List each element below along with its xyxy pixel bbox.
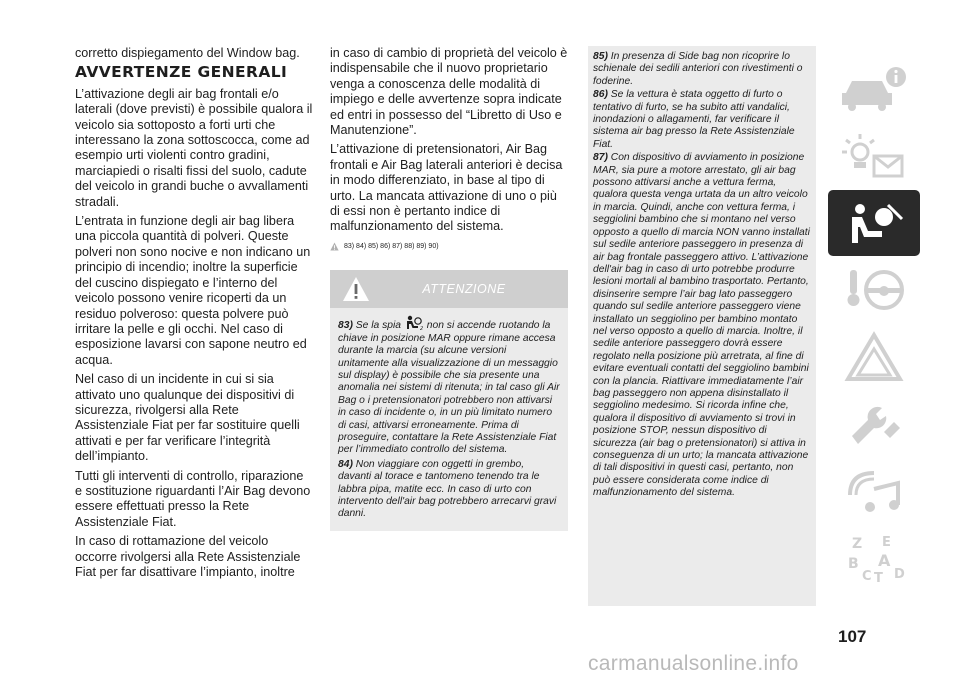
note-text-start: Se la spia: [355, 320, 401, 332]
note-text: Con dispositivo di avviamento in posizione MAR, sia pure a motore arrestato, gli air bag possono attivarsi anche a vettura ferma, qualora questa venga urtata da un altro veicolo in marcia. Quindi, anche con vettura ferma, i seggiolini bambino che si montano nel verso opposto a quello di marcia NON vanno installati sul sedile anteriore passeggero in presenza di air bag frontale passeggero attivo. L’attivazione dell'air bag in caso di urto potrebbe produrre lesioni mortali al bambino trasportato. Pertanto, disinserire sempre l’air bag lato passeggero quando sul sedile anteriore passeggero viene installato un seggiolino per bambino montato nel verso opposto a quello di marcia. Inoltre, il sedile anteriore passeggero dovrà essere regolato nella posizione più arretrata, al fine di evitare eventuali contatti del seggiolino bambini con la plancia. Riattivare immediatamente l’air bag passeggero non appena disinstallato il seggiolino medesimo. Si ricorda infine che, qualora il dispositivo di avviamento si trovi in posizione STOP, nessun dispositivo di sicurezza (air bag o pretensionatori) si attiva in conseguenza di un urto; la mancata attivazione di tali dispositivi in questi casi, pertanto, non può essere considerata come indice di malfunzionamento del sistema.: [593, 152, 810, 499]
paragraph: In caso di rottamazione del veicolo occorre rivolgersi alla Rete Assistenziale Fiat per far disattivare l’impianto, inoltre: [75, 534, 301, 579]
text-column-1: [75, 46, 313, 584]
note-number: 86): [593, 89, 608, 101]
maintenance-icon: [838, 398, 910, 450]
note: [593, 152, 811, 499]
tab-safety[interactable]: [828, 190, 920, 256]
tab-starting-driving[interactable]: [828, 257, 920, 323]
index-letter: B: [848, 556, 859, 572]
chapter-sidebar: [828, 56, 920, 592]
tab-warning-lights[interactable]: [828, 123, 920, 189]
index-letter: A: [878, 551, 891, 570]
note-number: 87): [593, 152, 608, 164]
paragraph: L’entrata in funzione degli air bag libera una piccola quantità di polveri. Queste polveri non sono nocive e non indicano un principio di incendio; inoltre la superficie del cuscino dispiegato e l’interno del veicolo possono venire ricoperti da un residuo polveroso: questa polvere può irritare la pelle e gli occhi. Nel caso di esposizione lavarsi con sapone neutro ed acqua.: [75, 214, 311, 367]
paragraph: in caso di cambio di proprietà del veicolo è indispensabile che il nuovo proprietario venga a conoscenza delle modalità di impiego e delle avvertenze sopra indicate ed entri in possesso del “Libretto di Uso e Manutenzione”.: [330, 46, 568, 138]
svg-text:2: 2: [419, 326, 424, 331]
notes-column: [588, 46, 816, 606]
warning-header: [330, 270, 568, 308]
tab-index[interactable]: [828, 525, 920, 591]
reference-list: [330, 239, 568, 254]
seat-airbag-icon: [838, 197, 910, 249]
watermark: carmanualsonline.info: [588, 652, 799, 675]
note: [593, 51, 811, 88]
index-icon: [838, 532, 910, 584]
warning-note: [338, 315, 560, 456]
note-text: Non viaggiare con oggetti in grembo, davanti al torace e tantomeno tenendo tra le labbra pipa, matite ecc. In caso di urto con intervento dell'air bag potrebbero arrecarvi gravi danni.: [338, 458, 557, 520]
tab-car-info[interactable]: [828, 56, 920, 122]
starting-driving-icon: [838, 264, 910, 316]
multimedia-icon: [838, 465, 910, 517]
paragraph: L’attivazione di pretensionatori, Air Bag frontali e Air Bag laterali anteriori è decisa in modo differenziato, in base al tipo di urto. La mancata attivazione di uno o più di essi non è pertanto indice di malfunzionamento del sistema.: [330, 142, 563, 234]
airbag-warning-light-icon: [404, 315, 424, 330]
tab-emergency[interactable]: [828, 324, 920, 390]
intro-paragraph: corretto dispiegamento del Window bag.: [75, 46, 300, 60]
warning-title: ATTENZIONE: [422, 282, 506, 297]
page-number: 107: [838, 627, 867, 646]
tab-multimedia[interactable]: [828, 458, 920, 524]
note-text: Se la vettura è stata oggetto di furto o tentativo di furto, se ha subito atti vandalici, inondazioni o allagamenti, far verificare il sistema air bag presso la Rete Assistenziale Fiat.: [593, 89, 795, 150]
car-info-icon: [838, 63, 910, 115]
paragraph: L’attivazione degli air bag frontali e/o laterali (dove previsti) è possibile qualora il veicolo sia sottoposto a forti urti che interessano la zona sottoscocca, come ad esempio urti violenti contro gradini, marciapiedi o risalti fissi del suolo, cadute del veicolo in grandi buche o avvallamenti stradali.: [75, 86, 313, 209]
reference-numbers: 83) 84) 85) 86) 87) 88) 89) 90): [344, 242, 439, 250]
note-text: non si accende ruotando la chiave in posizione MAR oppure rimane accesa durante la marcia (su alcune versioni unitamente alla visualizzazione di un messaggio sul display) è possibile che sia presente una anomalia nei sistemi di ritenuta; in tal caso gli Air Bag o i pretensionatori potrebbero non attivarsi in caso di incidente o, in un più limitato numero di casi, attivarsi erroneamente. Prima di proseguire, contattare la Rete Assistenziale Fiat per l’immediato controllo del sistema.: [338, 320, 560, 456]
warning-note: [338, 459, 560, 521]
note-number: 83): [338, 320, 353, 332]
index-letter: T: [874, 571, 883, 584]
warning-reference-icon: [330, 242, 339, 251]
tab-maintenance[interactable]: [828, 391, 920, 457]
note-text: In presenza di Side bag non ricoprire lo schienale dei sedili anteriori con rivestimenti o foderine.: [593, 51, 803, 87]
warning-box: [330, 308, 568, 531]
note-number: 85): [593, 51, 608, 62]
text-column-2: [330, 46, 568, 531]
paragraph: Tutti gli interventi di controllo, riparazione e sostituzione riguardanti l’Air Bag devono essere effettuati presso la Rete Assistenziale Fiat.: [75, 468, 311, 529]
index-letter: D: [894, 567, 905, 582]
index-letter: C: [862, 569, 872, 584]
note: [593, 89, 811, 151]
section-heading: AVVERTENZE GENERALI: [75, 63, 288, 82]
index-letter: E: [882, 535, 891, 550]
emergency-icon: [838, 331, 910, 383]
warning-lights-icon: [838, 130, 910, 182]
paragraph: Nel caso di un incidente in cui si sia attivato uno qualunque dei dispositivi di sicurezza, rivolgersi alla Rete Assistenziale Fiat per far sostituire quelli attivati e per far verificare l’integrità dell’impianto.: [75, 372, 300, 464]
note-number: 84): [338, 458, 353, 470]
index-letter: Z: [852, 536, 863, 552]
